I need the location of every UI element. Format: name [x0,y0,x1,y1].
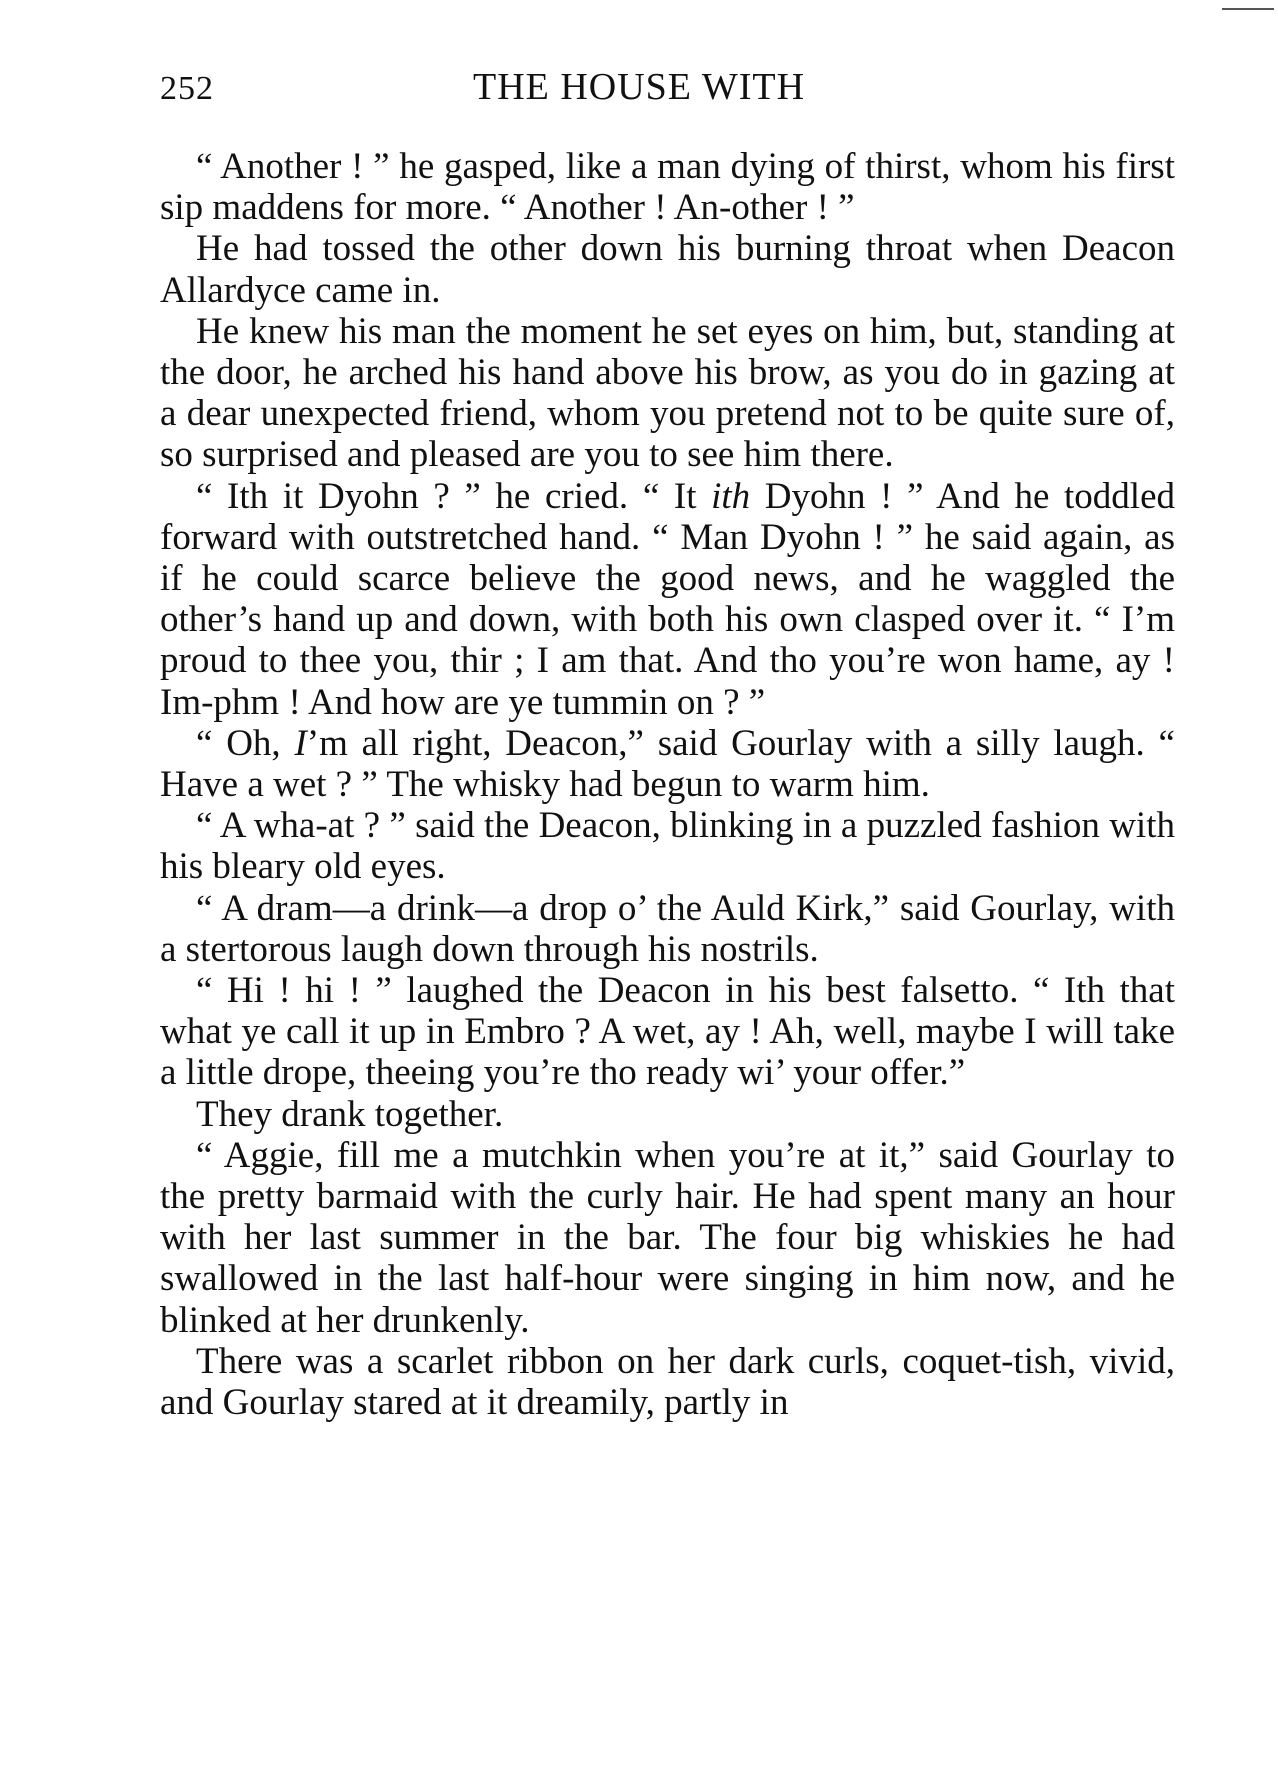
text-run: “ A wha-at ? ” said the Deacon, blinking in a puzzled fashion with his bleary old eyes. [160,805,1175,888]
paragraph [160,146,1175,228]
paragraph [160,228,1175,310]
paragraph [160,1094,1175,1135]
paragraph [160,888,1175,970]
text-run: “ Oh, [196,722,295,764]
page-number: 252 [160,70,214,107]
text-run: “ A dram—a drink—a drop o’ the Auld Kirk,” said Gourlay, with a stertorous laugh down through his nostrils. [160,887,1175,970]
paragraph [160,1341,1175,1423]
body-text [160,146,1175,1423]
text-run: He had tossed the other down his burning throat when Deacon Allardyce came in. [160,228,1175,311]
paragraph [160,970,1175,1094]
paragraph [160,723,1175,805]
text-run: ’m all right, Deacon,” said Gourlay with a silly laugh. “ Have a wet ? ” The whisky had begun to warm him. [160,722,1175,806]
text-run: They drank together. [196,1093,504,1135]
text-run: “ Ith it Dyohn ? ” he cried. “ It [196,475,712,517]
paragraph [160,805,1175,887]
paragraph [160,311,1175,476]
text-run: “ Aggie, fill me a mutchkin when you’re at it,” said Gourlay to the pretty barmaid with the curly hair. He had spent many an hour with her last summer in the bar. The four big whiskies he had swallowed in the last half-hour were singing in him now, and he blinked at her drunkenly. [160,1134,1175,1341]
paragraph [160,476,1175,723]
italic-run: I [294,722,307,764]
text-run: “ Hi ! hi ! ” laughed the Deacon in his best falsetto. “ Ith that what ye call it up in Embro ? A wet, ay ! Ah, well, maybe I will take a little drope, theeing you’re tho ready wi’ your offer.” [160,970,1175,1094]
running-head: THE HOUSE WITH [472,66,806,108]
text-run: He knew his man the moment he set eyes on him, but, standing at the door, he arched his hand above his brow, as you do in gazing at a dear unexpected friend, whom you pretend not to be quite sure of, so surprised and pleased are you to see him there. [160,310,1175,476]
italic-run: ith [711,475,751,517]
text-run: There was a scarlet ribbon on her dark curls, coquet-tish, vivid, and Gourlay stared at it dreamily, partly in [160,1340,1175,1424]
text-run: Dyohn ! ” And he toddled forward with outstretched hand. “ Man Dyohn ! ” he said again, as if he could scarce believe the good news, and he waggled the other’s hand up and down, with both his own clasped over it. “ I’m proud to thee you, thir ; I am that. And tho you’re won hame, ay ! Im-phm ! And how are ye tummin on ? ” [160,475,1176,723]
paragraph [160,1135,1175,1341]
corner-rule [1222,8,1274,10]
text-run: “ Another ! ” he gasped, like a man dying of thirst, whom his first sip maddens for more. “ Another ! An-other ! ” [160,146,1175,229]
